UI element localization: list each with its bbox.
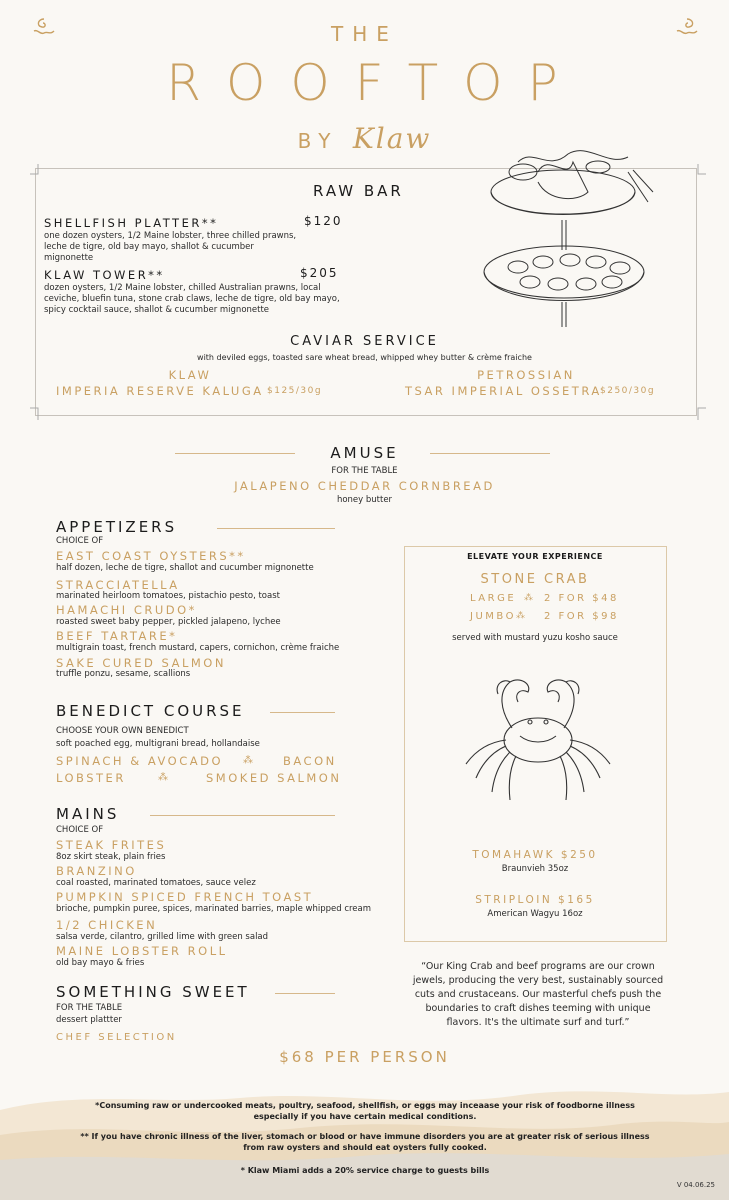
sweet-sub: FOR THE TABLE bbox=[56, 1003, 123, 1013]
separator-icon: ⁂ bbox=[516, 611, 525, 621]
footer-note-1: *Consuming raw or undercooked meats, poultry, seafood, shellfish, or eggs may inceaase your risk of foodborne illness especially if you have certain medical conditions. bbox=[95, 1101, 635, 1121]
caviar-desc: with deviled eggs, toasted sare wheat bread, whipped whey butter & crème fraiche bbox=[197, 353, 532, 362]
sweet-heading: SOMETHING SWEET bbox=[56, 983, 250, 1001]
benedict-option: SPINACH & AVOCADO bbox=[56, 754, 224, 768]
klaw-tower-price: $205 bbox=[300, 266, 339, 280]
stone-crab-jumbo: JUMBO bbox=[470, 611, 516, 622]
benedict-sub: CHOOSE YOUR OWN BENEDICT bbox=[56, 726, 189, 736]
caviar-heading: CAVIAR SERVICE bbox=[290, 334, 439, 349]
shellfish-platter-name: SHELLFISH PLATTER** bbox=[44, 216, 219, 230]
appetizer-name: HAMACHI CRUDO* bbox=[56, 603, 197, 617]
appetizer-name: SAKE CURED SALMON bbox=[56, 656, 226, 670]
appetizer-name: STRACCIATELLA bbox=[56, 578, 180, 592]
caviar-petrossian-price: $250/30g bbox=[600, 386, 656, 396]
sweet-item: CHEF SELECTION bbox=[56, 1032, 177, 1043]
footer-note-3: * Klaw Miami adds a 20% service charge to guests bills bbox=[240, 1166, 490, 1175]
klaw-tower-desc: dozen oysters, 1/2 Maine lobster, chilled Australian prawns, local ceviche, bluefin tuna, stone crab claws, leche de tigre, old bay mayo, spicy cocktail sauce, shallot & cucumber mignonette bbox=[44, 283, 340, 315]
main-name: 1/2 CHICKEN bbox=[56, 918, 158, 932]
amuse-item: JALAPENO CHEDDAR CORNBREAD bbox=[234, 479, 495, 493]
appetizer-name: BEEF TARTARE* bbox=[56, 629, 178, 643]
main-name: MAINE LOBSTER ROLL bbox=[56, 944, 228, 958]
shellfish-platter-price: $120 bbox=[304, 214, 343, 228]
header-the: THE bbox=[331, 22, 398, 46]
benedict-option: SMOKED SALMON bbox=[206, 771, 342, 785]
stone-crab-served: served with mustard yuzu kosho sauce bbox=[452, 633, 618, 643]
divider bbox=[270, 712, 335, 713]
raw-bar-heading: RAW BAR bbox=[313, 182, 404, 200]
benedict-option: LOBSTER bbox=[56, 771, 126, 785]
seafood-tower-illustration bbox=[478, 142, 658, 330]
caviar-petrossian-name: TSAR IMPERIAL OSSETRA bbox=[405, 384, 602, 398]
main-desc: salsa verde, cilantro, grilled lime with green salad bbox=[56, 932, 269, 942]
main-name: STEAK FRITES bbox=[56, 838, 167, 852]
amuse-sub: FOR THE TABLE bbox=[331, 466, 398, 476]
crab-illustration bbox=[460, 670, 616, 810]
footer-note-2: ** If you have chronic illness of the liver, stomach or blood or have immune disorders you are at greater risk of serious illness from raw oysters and should eat oysters fully cooked. bbox=[80, 1132, 650, 1152]
sweet-desc: dessert plattter bbox=[56, 1015, 122, 1025]
stone-crab-jumbo-price: 2 FOR $98 bbox=[544, 611, 619, 622]
appetizer-desc: marinated heirloom tomatoes, pistachio pesto, toast bbox=[56, 591, 280, 601]
main-desc: 8oz skirt steak, plain fries bbox=[56, 852, 166, 862]
mains-heading: MAINS bbox=[56, 805, 120, 823]
benedict-desc: soft poached egg, multigrani bread, hollandaise bbox=[56, 739, 260, 749]
chef-quote: “Our King Crab and beef programs are our crown jewels, producing the very best, sustainably sourced cuts and crustaceans. Our masterful chefs push the boundaries to craft dishes teeming with unique flavors. It's the ultimate surf and turf.” bbox=[412, 961, 664, 1028]
appetizers-heading: APPETIZERS bbox=[56, 518, 178, 536]
stone-crab-large-price: 2 FOR $48 bbox=[544, 593, 619, 604]
caviar-klaw-name: IMPERIA RESERVE KALUGA bbox=[56, 384, 264, 398]
header-title: ROOFTOP bbox=[166, 54, 583, 112]
striploin-title: STRIPLOIN $165 bbox=[475, 894, 595, 906]
tomahawk-desc: Braunvieh 35oz bbox=[501, 864, 569, 874]
main-name: BRANZINO bbox=[56, 864, 137, 878]
amuse-desc: honey butter bbox=[336, 495, 393, 505]
divider bbox=[217, 528, 335, 529]
benedict-option: BACON bbox=[283, 754, 337, 768]
brand-script: Klaw bbox=[352, 122, 432, 155]
appetizer-name: EAST COAST OYSTERS** bbox=[56, 549, 246, 563]
separator-icon: ⁂ bbox=[243, 755, 253, 766]
divider bbox=[275, 993, 335, 994]
caviar-petrossian-brand: PETROSSIAN bbox=[477, 368, 575, 382]
striploin-desc: American Wagyu 16oz bbox=[487, 909, 583, 919]
amuse-heading: AMUSE bbox=[330, 444, 399, 462]
main-desc: brioche, pumpkin puree, spices, marinated barries, maple whipped cream bbox=[56, 904, 372, 914]
appetizer-desc: half dozen, leche de tigre, shallot and cucumber mignonette bbox=[56, 563, 314, 573]
per-person-price: $68 PER PERSON bbox=[279, 1048, 450, 1066]
shellfish-platter-desc: one dozen oysters, 1/2 Maine lobster, three chilled prawns, leche de tigre, old bay mayo, shallot & cucumber mignonette bbox=[44, 231, 297, 263]
main-desc: old bay mayo & fries bbox=[56, 958, 145, 968]
stone-crab-large: LARGE bbox=[470, 593, 517, 604]
caviar-klaw-brand: KLAW bbox=[168, 368, 212, 382]
header-by-text: BY bbox=[297, 129, 339, 153]
stone-crab-title: STONE CRAB bbox=[480, 572, 590, 587]
elevate-heading: ELEVATE YOUR EXPERIENCE bbox=[467, 552, 603, 561]
tomahawk-title: TOMAHAWK $250 bbox=[472, 849, 598, 861]
appetizer-desc: multigrain toast, french mustard, capers, cornichon, crème fraiche bbox=[56, 643, 340, 653]
benedict-heading: BENEDICT COURSE bbox=[56, 702, 245, 720]
klaw-tower-name: KLAW TOWER** bbox=[44, 268, 165, 282]
mains-sub: CHOICE OF bbox=[56, 825, 104, 835]
separator-icon: ⁂ bbox=[524, 593, 533, 603]
appetizer-desc: roasted sweet baby pepper, pickled jalapeno, lychee bbox=[56, 617, 281, 627]
divider bbox=[150, 815, 335, 816]
main-name: PUMPKIN SPICED FRENCH TOAST bbox=[56, 890, 314, 904]
caviar-klaw-price: $125/30g bbox=[267, 386, 323, 396]
separator-icon: ⁂ bbox=[158, 772, 168, 783]
appetizer-desc: truffle ponzu, sesame, scallions bbox=[56, 669, 191, 679]
appetizers-sub: CHOICE OF bbox=[56, 536, 104, 546]
version-label: V 04.06.25 bbox=[676, 1181, 715, 1189]
main-desc: coal roasted, marinated tomatoes, sauce velez bbox=[56, 878, 256, 888]
